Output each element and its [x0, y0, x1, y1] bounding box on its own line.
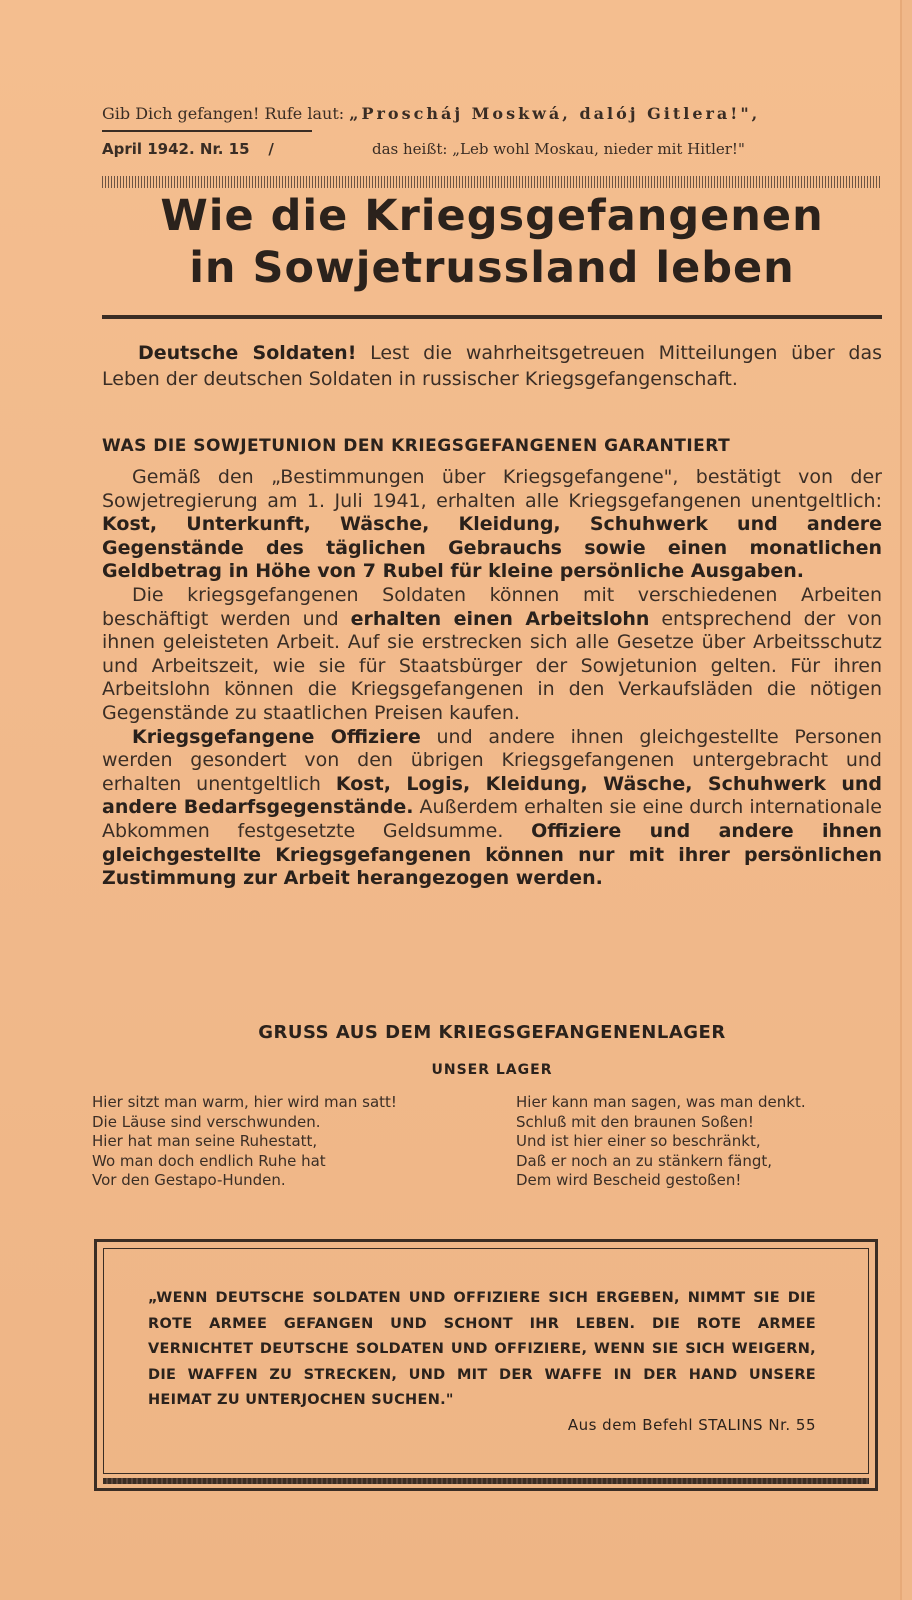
- slogan-meaning: das heißt: „Leb wohl Moskau, nieder mit Hitler!": [372, 140, 745, 158]
- p3-bold-a: Kriegsgefangene Offiziere: [132, 725, 421, 748]
- p2-text-a: Die kriegsgefangenen Soldaten können mit verschiedenen Arbeiten beschäftigt werden und: [102, 583, 882, 630]
- issue-number: April 1942. Nr. 15: [102, 140, 250, 158]
- paragraph-work: [102, 584, 882, 726]
- poem-line: Dem wird Bescheid gestoßen!: [516, 1171, 742, 1189]
- p3-text-d: Außerdem erhalten sie eine durch internationale Abkommen festgesetzte Geldsumme.: [102, 796, 882, 842]
- p2-text-c: entsprechend der von ihnen geleisteten Arbeit. Auf sie erstrecken sich alle Gesetze über Arbeitsschutz und Arbeitszeit, wie sie für Staatsbürger der Sowjetunion gelten. Für ihren Arbeitslohn können die Kriegsgefangenen in den Verkaufsläden die nötigen Gegenstände zu staatlichen Preisen kaufen.: [102, 607, 882, 724]
- poem-line: Wo man doch endlich Ruhe hat: [92, 1151, 326, 1170]
- section-heading-greeting: GRUSS AUS DEM KRIEGSGEFANGENENLAGER: [258, 1022, 726, 1043]
- p3-bold-c: Kost, Logis, Kleidung, Wäsche, Schuhwerk und andere Bedarfsgegenstände.: [102, 772, 882, 819]
- poem-line: Hier sitzt man warm, hier wird man satt!: [92, 1093, 397, 1111]
- paragraph-provisions: [102, 466, 882, 584]
- intro-address: Deutsche Soldaten!: [138, 342, 357, 364]
- header-issue-line: [102, 140, 882, 158]
- paragraph-officers: [102, 726, 882, 891]
- poem-line: Hier kann man sagen, was man denkt.: [516, 1093, 806, 1111]
- title-line-1: Wie die Kriegsgefangenen: [160, 191, 824, 241]
- issue-separator: /: [268, 140, 274, 158]
- quote-frame-bottom-rule: [103, 1478, 869, 1484]
- poem-line: Und ist hier einer so beschränkt,: [516, 1132, 761, 1150]
- quote-source: Aus dem Befehl STALINS Nr. 55: [567, 1416, 816, 1434]
- slogan-phrase: „Proscháj Moskwá, dalój Gitlera!",: [349, 104, 761, 123]
- header-underline: [102, 130, 312, 132]
- p1-bold: Kost, Unterkunft, Wäsche, Kleidung, Schuhwerk und andere Gegenstände des täglichen Gebrauchs sowie einen monatlichen Geldbetrag in Höhe von 7 Rubel für kleine persönliche Ausgaben.: [102, 513, 882, 583]
- intro-paragraph: [102, 340, 882, 392]
- title-line-2: in Sowjetrussland leben: [189, 243, 795, 293]
- p3-text-b: und andere ihnen gleichgestellte Personen werden gesondert von den übrigen Kriegsgefangenen untergebracht und erhalten unentgeltlich: [102, 725, 882, 795]
- p1-text: Gemäß den „Bestimmungen über Kriegsgefangene", bestätigt von der Sowjetregierung am 1. Juli 1941, erhalten alle Kriegsgefangenen unentgeltlich:: [102, 466, 882, 512]
- page-title: [102, 190, 882, 294]
- poem-left-stanza: [92, 1093, 397, 1191]
- hatched-divider: [102, 176, 882, 188]
- poem-line: Hier hat man seine Ruhestatt,: [92, 1132, 318, 1150]
- poem-line: Schluß mit den braunen Soßen!: [516, 1112, 754, 1131]
- p3-bold-e: Offiziere und andere ihnen gleichgestellte Kriegsgefangenen können nur mit ihrer persönlichen Zustimmung zur Arbeit herangezogen werden.: [102, 819, 882, 890]
- poem-line: Vor den Gestapo-Hunden.: [92, 1171, 286, 1189]
- header-slogan: [102, 104, 882, 123]
- poem-right-stanza: [516, 1093, 806, 1191]
- title-divider: [102, 315, 882, 319]
- poem-line: Die Läuse sind verschwunden.: [92, 1112, 321, 1131]
- intro-text: Lest die wahrheitsgetreuen Mitteilungen über das Leben der deutschen Soldaten in russischer Kriegsgefangenschaft.: [102, 342, 882, 390]
- poem-line: Daß er noch an zu stänkern fängt,: [516, 1151, 773, 1170]
- section-heading-guarantees: WAS DIE SOWJETUNION DEN KRIEGSGEFANGENEN GARANTIERT: [102, 436, 731, 456]
- p2-bold: erhalten einen Arbeitslohn: [350, 607, 650, 630]
- stalin-quote: „WENN DEUTSCHE SOLDATEN UND OFFIZIERE SICH ERGEBEN, NIMMT SIE DIE ROTE ARMEE GEFANGEN UND SCHONT IHR LEBEN. DIE ROTE ARMEE VERNICHTET DEUTSCHE SOLDATEN UND OFFIZIERE, WENN SIE SICH WEIGERN, DIE WAFFEN ZU STRECKEN, UND MIT DER WAFFE IN DER HAND UNSERE HEIMAT ZU UNTERJOCHEN SUCHEN.": [148, 1290, 816, 1408]
- guarantees-body: [102, 466, 882, 891]
- slogan-prefix: Gib Dich gefangen! Rufe laut:: [102, 104, 350, 123]
- poem-title: UNSER LAGER: [431, 1062, 553, 1078]
